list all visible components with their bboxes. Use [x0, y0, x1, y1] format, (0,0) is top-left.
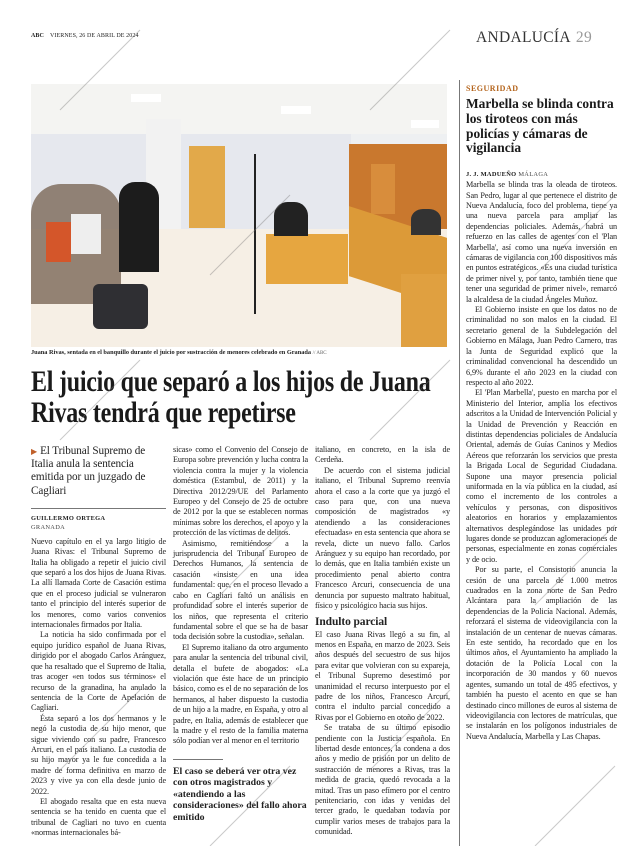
paragraph: La noticia ha sido confirmada por el equipo jurídico español de Juana Rivas, dirigido por el abogado Carlos Aránguez, que ha resaltado que el Supremo de Italia, tras acoger «en todos sus términos» el recurso de la granadina, ha anulado la sentencia de la Corte de Apelación de Cagliari. [31, 630, 166, 713]
paragraph: Nuevo capítulo en el ya largo litigio de Juana Rivas: el Tribunal Supremo de Italia ha obligado a repetir el juicio civil que separó a los dos hijos de Juana Rivas. La allí llamada Corte de Casación estima que en el proceso judicial se vulneraron tanto el principio del interés superior de los menores, como varios convenios internacionales firmados por Italia. [31, 536, 166, 630]
divider [31, 508, 166, 509]
paragraph: Ésta separó a los dos hermanos y le negó la custodia de su hijo menor, que sigue viviendo con su padre, Francesco Arcuri, en el país italiano. La custodia de su hijo mayor ya le fue concedida a la madre de forma definitiva en marzo de 2023 y vive ya con ella desde junio de 2022. [31, 713, 166, 796]
paragraph: El 'Plan Marbella', puesto en marcha por el Ministerio del Interior, amplía los efectivos adscritos a la Unidad de Intervención Policial y la Unidad de Prevención y Reacción en distintas dependencias policiales de Andalucía Oriental, además de Guías Caninos y Medios Aéreos que reforzarán los servicios que presta la Brigada Local de Seguridad Ciudadana. Supone una mayor presencia policial uniformada en la vía pública en la ciudad, así como el incremento de los controles a vehículos y personas, con dispositivos aleatorios en horarios y emplazamientos alternativos desplegándose las unidades por lugares donde se produzcan aglomeraciones de personas, especialmente en zonas comerciales y de ocio. [466, 388, 617, 564]
paragraph: De acuerdo con el sistema judicial italiano, el Tribunal Supremo reenvía ahora el caso a la corte que ya juzgó el caso para que, con una nueva composición de magistrados «y atendiendo a las consideraciones efectuadas» en esta sentencia que ahora se revela, dicte un nuevo fallo. Carlos Aránguez y su equipo han recordado, por lo demás, que en Italia también existe un procedimiento penal abierto contra Francesco Arcuri, consecuencia de una denuncia por supuesto maltrato habitual, físico y psicológico hacia sus hijos. [315, 465, 450, 611]
article-column-3 [315, 445, 450, 838]
author: GUILLERMO ORTEGA [31, 514, 106, 522]
paragraph: italiano, en concreto, en la isla de Cerdeña. [315, 445, 450, 465]
kicker: SEGURIDAD [466, 84, 519, 93]
courtroom-photo [31, 84, 447, 347]
dateline-city: GRANADA [31, 523, 66, 531]
paragraph: El Supremo italiano da otro argumento para anular la sentencia del tribunal civil, detalla el bufete de abogados: «La violación que éste hace de un principio básico, como es el de no separación de los hermanos, al haber dispuesto la custodia de un hijo a la madre, en España, y otro al padre, en Italia, además de establecer que la madre y el resto de la familia materna sólo podían ver al menor en el territorio [173, 642, 308, 746]
sidebar-city: MÁLAGA [518, 171, 549, 179]
paragraph: Asimismo, remitiéndose a la jurisprudencia del Tribunal Europeo de Derechos Humanos, la sentencia de casación «insiste en una idea fundamental: que, en el proceso llevado a cabo en Cagliari faltó un análisis en profundidad sobre el interés superior de los niños, que representa el criterio fundamental sobre el que se ha de basar toda decisión sobre la custodia», señalan. [173, 538, 308, 642]
section-header [476, 29, 592, 47]
pull-quote: El caso se deberá ver otra vez con otros magistrados y «atendiendo a las consideraciones» del fallo ahora emitido [173, 765, 307, 823]
intertitle: Indulto parcial [315, 615, 388, 628]
main-article [31, 366, 449, 839]
section-name: ANDALUCÍA [476, 29, 571, 46]
paragraph: Se trataba de su último episodio pendiente con la Justicia española. En libertad desde entonces, la condena a dos años y medio de prisión por un delito de sustracción de menores a Rivas, tras la medida de gracia, quedó revocada a la mitad. Tras un paso efímero por el centro penitenciario, con idas y venidas del tercer grado, le quedaban todavía por cumplir varios meses de trabajos para la comunidad. [315, 723, 450, 837]
date: VIERNES, 26 DE ABRIL DE 2024 [49, 33, 139, 39]
sidebar-headline: Marbella se blinda contra los tiroteos con más policías y cámaras de vigilancia [466, 96, 614, 156]
photo-caption [31, 349, 451, 356]
sidebar-article [459, 80, 617, 846]
arrow-icon: ▶ [31, 447, 38, 456]
paragraph: Marbella se blinda tras la oleada de tiroteos. San Pedro, lugar al que pertenece el distrito de Nueva Andalucía, foco del problema, tiene ya una nueva parcela para ampliar las dependencias policiales. Además, habrá un refuerzo en las calles de agentes con el 'Plan Marbella', así como una nueva inversión en cámaras de vigilancia con 100 dispositivos más en puntos estratégicos. «Es una ciudad turística de primer nivel y, por tanto, también tiene que tener una seguridad de primer nivel», remarcó la alcaldesa de la ciudad Ángeles Muñoz. [466, 180, 617, 304]
brand: ABC [31, 33, 44, 39]
paragraph: El abogado resalta que en esta nueva sentencia se ha tenido en cuenta que el tribunal de Cagliari no tuvo en cuenta «normas internacionales bá- [31, 796, 166, 838]
page-number: 29 [575, 29, 592, 46]
subheadline-text: El Tribunal Supremo de Italia anula la sentencia emitida por un juzgado de Cagliari [31, 445, 146, 497]
caption-text: Juana Rivas, sentada en el banquillo durante el juicio por sustracción de menores celebrado en Granada [31, 349, 311, 356]
main-headline: El juicio que separó a los hijos de Juana Rivas tendrá que repetirse [31, 365, 431, 429]
sidebar-author: J. J. MADUEÑO [466, 171, 517, 179]
paragraph: Por su parte, el Consistorio anuncia la cesión de una parcela de 1.000 metros cuadrados en la zona norte de San Pedro Alcántara para la ampliación de las dependencias de la Policía Nacional. Además, reforzará el sistema de videovigilancia con la instalación de un centenar de nuevas cámaras. En este sentido, ha recordado que en los últimos años, el Ayuntamiento ha ampliado la dotación de la Policía Local con la incorporación de 30 mandos y 60 nuevos agentes, sumando un total de 495 efectivos, y también ha puesto el acento en que se han destinado cinco millones de euros al sistema de videovigilancia con lectores de matrículas, que se instalarán en los polígonos industriales de Nueva Andalucía, Marbella y Las Chapas. [466, 565, 617, 741]
quote-divider [173, 759, 223, 760]
article-column-1 [31, 445, 166, 839]
paragraph: El Gobierno insiste en que los datos no de criminalidad no son malos en la ciudad. El secretario general de la Subdelegación del Gobierno en Málaga, Juan Pedro Carnero, tras la Junta de Seguridad explicó que la criminalidad convencional ha descendido un 6,9% durante el año 2023 en la ciudad con respecto al año 2022. [466, 305, 617, 387]
subheadline [31, 445, 166, 498]
folio [31, 33, 139, 39]
paragraph: El caso Juana Rivas llegó a su fin, al menos en España, en marzo de 2023. Seis años después del secuestro de sus hijos para evitar que volvieran con su expareja, el Tribunal Supremo desestimó por unanimidad el recurso interpuesto por el padre de los niños, Francesco Arcuri, contra el indulto parcial concedido a Rivas por el Gobierno en otoño de 2022. [315, 629, 450, 722]
paragraph: sicas» como el Convenio del Consejo de Europa sobre prevención y lucha contra la violencia contra la mujer y la violencia doméstica (Estambul, de 2011) y la Directiva 2012/29/UE del Parlamento Europeo y del Consejo de 25 de octubre de 2012 por la que se establecen normas mínimas sobre los derechos, el apoyo y la protección de las víctimas de delitos. [173, 445, 308, 538]
sidebar-byline [466, 170, 617, 179]
article-column-2 [173, 445, 308, 823]
photo-credit: // ABC [312, 351, 327, 356]
